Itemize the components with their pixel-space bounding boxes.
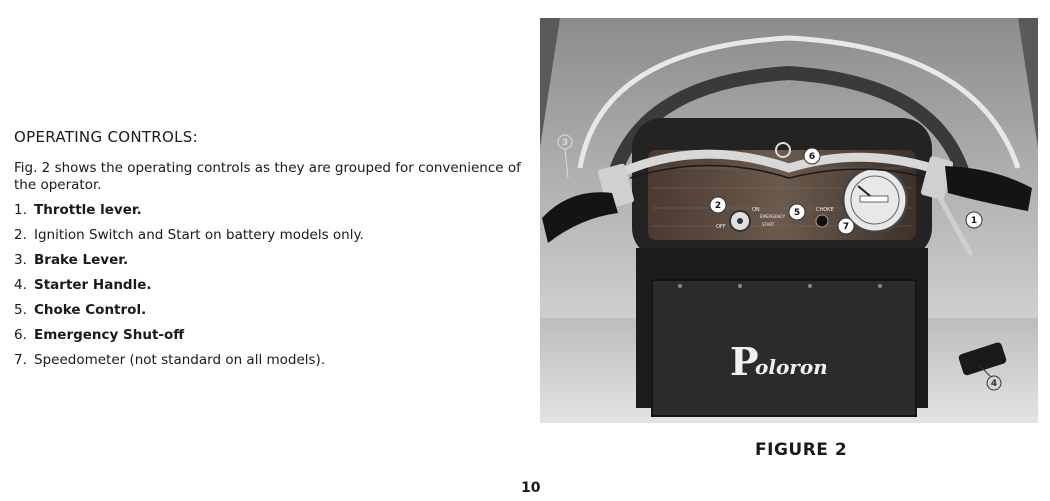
odometer-window bbox=[860, 196, 888, 202]
item-text: Starter Handle. bbox=[34, 277, 152, 293]
switch-label-emergency: EMERGENCY bbox=[760, 214, 786, 219]
switch-label-on: ON bbox=[752, 207, 760, 213]
item-number: 3. bbox=[14, 252, 27, 268]
front-panel bbox=[652, 280, 916, 416]
item-number: 2. bbox=[14, 227, 27, 243]
switch-label-choke: CHOKE bbox=[816, 207, 834, 213]
item-number: 6. bbox=[14, 327, 27, 343]
callout-5: 5 bbox=[793, 208, 801, 218]
choke-knob-icon bbox=[816, 215, 828, 227]
callout-1: 1 bbox=[970, 216, 978, 226]
brand-logo: P bbox=[730, 339, 759, 384]
switch-label-start: START bbox=[762, 222, 775, 227]
list-item bbox=[14, 327, 529, 352]
callout-6: 6 bbox=[808, 152, 816, 162]
list-item bbox=[14, 302, 529, 327]
list-item bbox=[14, 202, 529, 227]
section-heading: OPERATING CONTROLS: bbox=[14, 128, 198, 146]
snowmobile-controls-photo bbox=[540, 18, 1038, 423]
list-item bbox=[14, 227, 529, 252]
item-text: Brake Lever. bbox=[34, 252, 129, 268]
switch-label-off: OFF bbox=[716, 224, 726, 230]
figure-caption: FIGURE 2 bbox=[755, 440, 848, 460]
item-text: Emergency Shut-off bbox=[34, 327, 185, 343]
item-text: Throttle lever. bbox=[34, 202, 142, 218]
callout-2: 2 bbox=[714, 201, 722, 211]
callout-4: 4 bbox=[990, 379, 998, 389]
item-number: 4. bbox=[14, 277, 27, 293]
operating-controls-section bbox=[14, 128, 529, 377]
list-item bbox=[14, 277, 529, 302]
intro-paragraph: Fig. 2 shows the operating controls as they are grouped for convenience of the operator. bbox=[14, 160, 521, 193]
list-item bbox=[14, 352, 529, 377]
list-item bbox=[14, 252, 529, 277]
item-number: 5. bbox=[14, 302, 27, 318]
callout-7: 7 bbox=[842, 222, 850, 232]
figure-photo bbox=[540, 18, 1038, 423]
controls-list bbox=[14, 202, 529, 377]
callout-3: 3 bbox=[561, 138, 569, 148]
item-text: Speedometer (not standard on all models). bbox=[34, 352, 326, 368]
brand-logo-rest: oloron bbox=[755, 355, 828, 379]
item-text: Ignition Switch and Start on battery models only. bbox=[34, 227, 364, 243]
item-number: 7. bbox=[14, 352, 27, 368]
page-number: 10 bbox=[521, 480, 541, 496]
item-text: Choke Control. bbox=[34, 302, 147, 318]
item-number: 1. bbox=[14, 202, 27, 218]
